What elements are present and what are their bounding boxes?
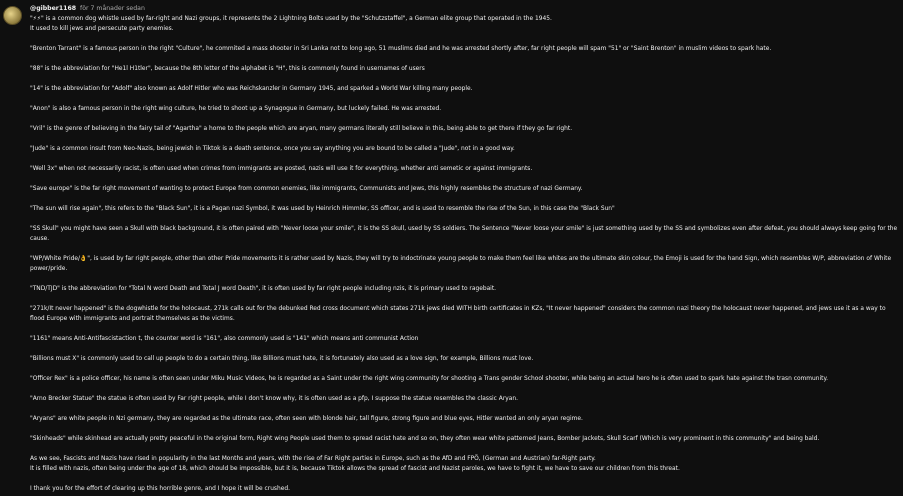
comment-line: "Anon" is also a famous person in the right wing culture, he tried to shoot up a Synagogue in Germany, but luckely failed. He was arrested.: [30, 106, 442, 112]
comment-line: "Skinheads" while skinhead are actually pretty peaceful in the original form, Right wing People used them to spread racist hate and so on, they often wear white patterned Jeans, Bomber Jackets, Skull Scarf (Which is very prominent in this community" and being bald.: [30, 436, 820, 442]
comment-line: It is filled with nazis, often being under the age of 18, which should be impossible, but it is, because Tiktok allows the spread of fascist and Nazist paroles, we have to fight it, we have to save our children from this threat.: [30, 466, 680, 472]
comment-line: "SS Skull" you might have seen a Skull with black background, it is often paired with "Never loose your smile", it is the SS skull, used by SS soldiers. The Sentence "Never loose your smile" is just something used by the SS and symbolizes even after defeat, you should always keep going for the cause.: [30, 226, 898, 242]
comment-line: "271k/It never happened" is the dogwhistle for the holocaust, 271k calls out for the debunked Red cross document which states 271k jews died WITH birth certificates in KZs, "It never happened" considers the common nazi theory the holocaust never happened, and jews use it as a way to flood Europe with immigrants and portrait themselves as the victims.: [30, 306, 886, 322]
comment-line: "TND/TJD" is the abbreviation for "Total N word Death and Total J word Death", it is often used by far right people including nzis, it is primary used to ragebait.: [30, 286, 496, 292]
comment-body: [30, 14, 898, 494]
comment-line: "Aryans" are white people in Nzi germany, they are regarded as the ultimate race, often seen with blonde hair, tall figure, strong figure and blue eyes, Hitler wanted an only aryan regime.: [30, 416, 583, 422]
comment-line: "Officer Rex" is a police officer, his name is often seen under Miku Music Videos, he is regarded as a Saint under the right wing community for shooting a Trans gender School shooter, while being an actual hero he is often used to spark hate against the trasn community.: [30, 376, 828, 382]
comment-line: "1161" means Anti-Antifascistaction t, the counter word is "161", also commonly used is "141" which means anti communist Action: [30, 336, 419, 342]
comment-line: "88" is the abbreviation for "He1l H1tler", because the 8th letter of the alphabet is "H", this is commonly found in usernames of users: [30, 66, 425, 72]
author-name[interactable]: @gibber1168: [30, 5, 77, 12]
comment-line: "Billions must X" is commonly used to call up people to do a certain thing, like Billions must hate, it is fortunately also used as a love sign, for example, Billions must love.: [30, 356, 534, 362]
comment-line: I thank you for the effort of clearing up this horrible genre, and I hope it will be crushed.: [30, 486, 290, 492]
comment-line: "Brenton Tarrant" is a famous person in the right "Culture", he commited a mass shooter in Sri Lanka not to long ago, 51 muslims died and he was arrested shortly after, far right people will spam "51" or "Saint Brenton" in muslim videos to spark hate.: [30, 46, 772, 52]
comment-content: [30, 4, 898, 494]
comment-line: As we see, Fascists and Nazis have rised in popularity in the last Months and years, with the rise of Far Right parties in Europe, such as the AfD and FPÖ, (German and Austrian) far-Right party.: [30, 456, 596, 462]
comment-header: [30, 4, 898, 14]
comment-line: "Save europe" is the far right movement of wanting to protect Europe from common enemies, like immigrants, Communists and Jews, this highly resembles the structure of nazi Germany.: [30, 186, 583, 192]
comment-line: "Vril" is the genre of believing in the fairy tail of "Agartha" a home to the people which are aryan, many germans literally still believe in this, being able to get there if they go far right.: [30, 126, 573, 132]
comment-line: "Jude" is a common insult from Neo-Nazis, being jewish in Tiktok is a death sentence, once you say anything you are bound to be called a "Jude", not in a good way.: [30, 146, 515, 152]
comment-line: "14" is the abbreviation for "Adolf" also known as Adolf Hitler who was Reichskanzler in Germany 1945, and sparked a World War killing many people.: [30, 86, 473, 92]
comment-line: "WP/White Pride/👌", is used by far right people, other than other Pride movements it is rather used by Nazis, they will try to indoctrinate young people to make them feel like whites are the ultimate skin colour, the Emoji is used for the hand Sign, which resembles W/P, abbreviation of White power/pride.: [30, 256, 892, 272]
comment-line: "Arno Brecker Statue" the statue is often used by Far right people, while I don't know why, it is often used as a pfp, I suppose the statue resembles the classic Aryan.: [30, 396, 518, 402]
comment-line: "⚡⚡" is a common dog whistle used by far-right and Nazi groups, it represents the 2 Lightning Bolts used by the "Schutzstaffel", a German elite group that operated in the 1945.: [30, 16, 552, 22]
comment-line: "The sun will rise again", this refers to the "Black Sun", it is a Pagan nazi Symbol, it was used by Heinrich Himmler, SS officer, and is used to resemble the rise of the Sun, in this case the "Black Sun": [30, 206, 615, 212]
comment-line: "Well 3x" when not necessarily racist, is often used when crimes from immigrants are posted, nazis will use it for everything, whether anti semetic or against immigrants.: [30, 166, 533, 172]
avatar[interactable]: [3, 6, 22, 25]
comment-timestamp[interactable]: för 7 månader sedan: [80, 5, 145, 12]
comment-line: It used to kill jews and persecute party enemies.: [30, 26, 174, 32]
